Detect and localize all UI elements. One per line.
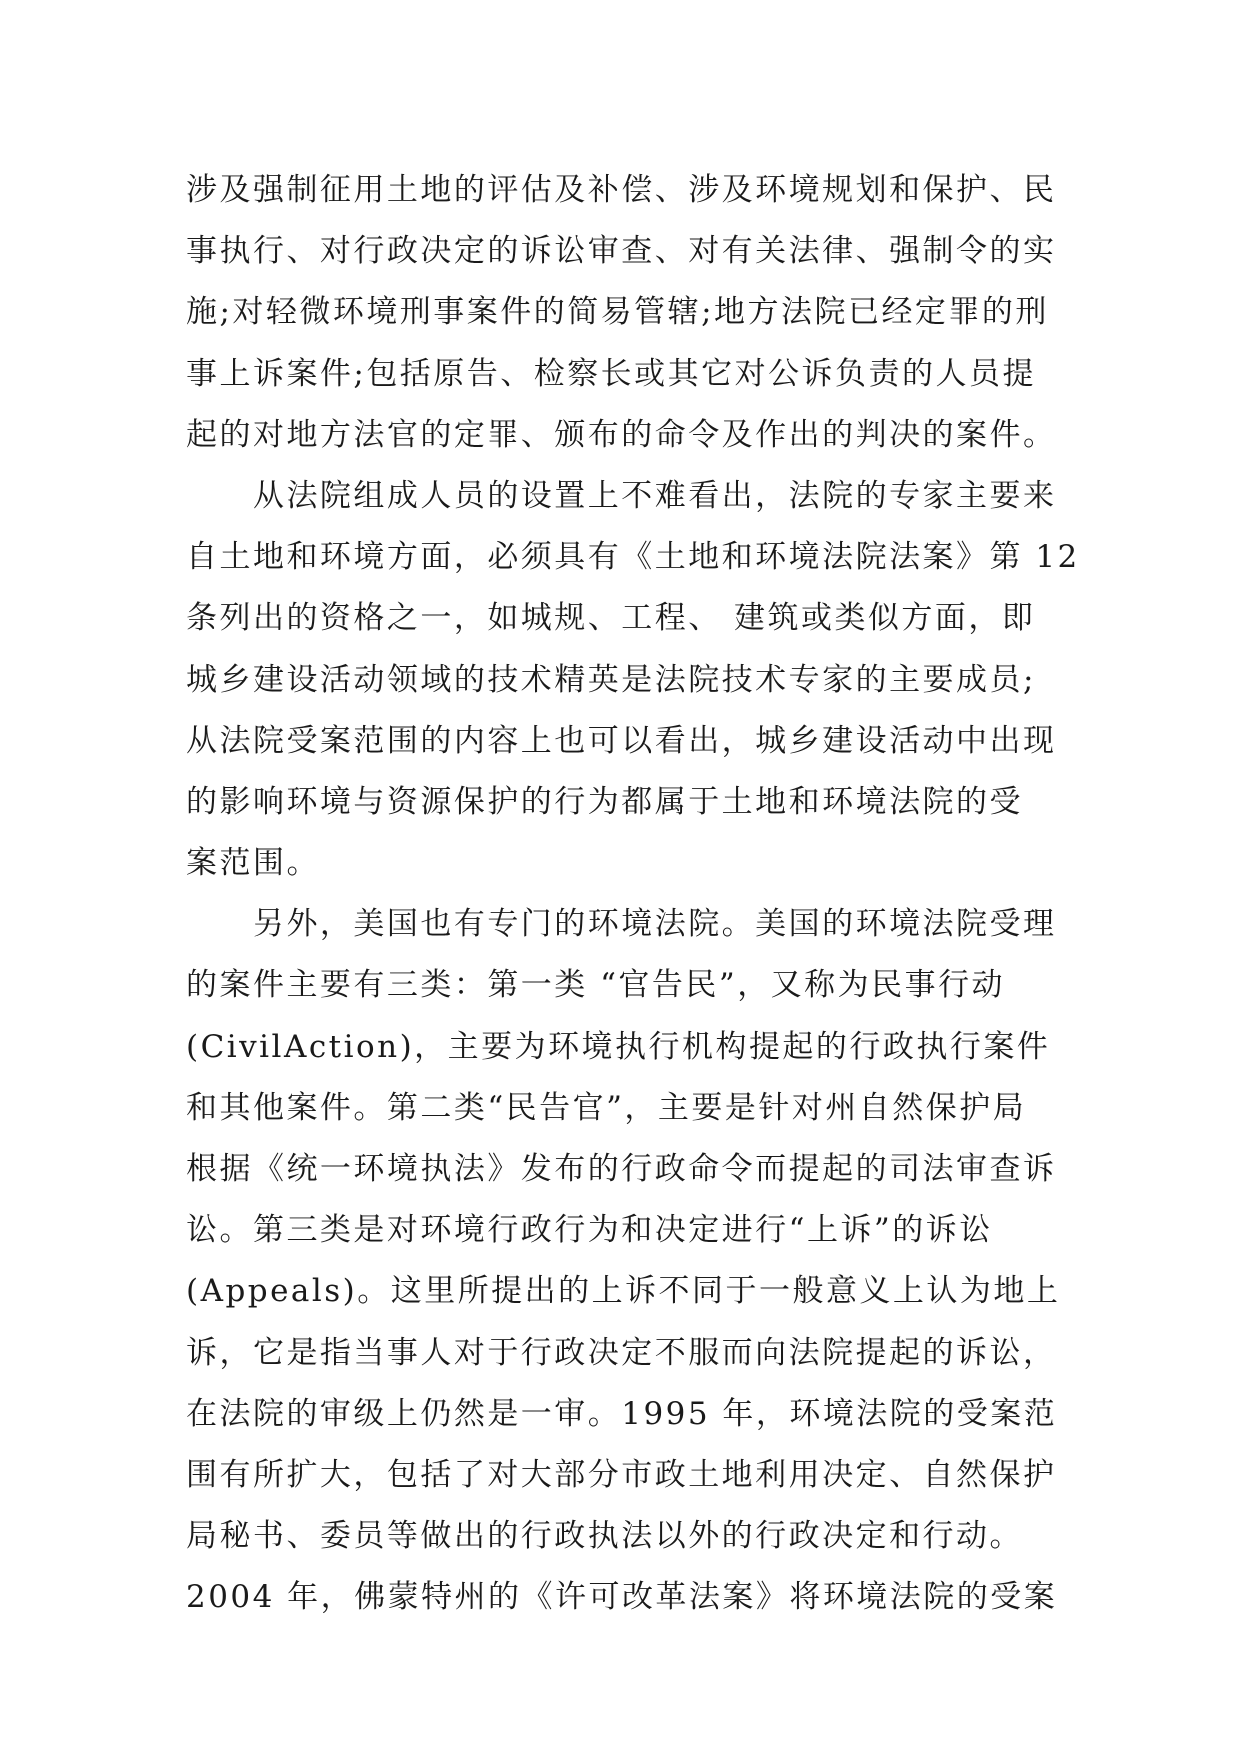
- text-line: 从法院受案范围的内容上也可以看出，城乡建设活动中出现: [186, 722, 1057, 759]
- text-line: 事执行、对行政决定的诉讼审查、对有关法律、强制令的实: [186, 233, 1057, 270]
- text-line: 城乡建设活动领域的技术精英是法院技术专家的主要成员;: [186, 661, 1036, 698]
- text-line: 的案件主要有三类：第一类 “官告民”，又称为民事行动: [186, 967, 1006, 1004]
- text-line: 围有所扩大，包括了对大部分市政土地利用决定、自然保护: [186, 1456, 1057, 1493]
- text-line: 和其他案件。第二类“民告官”，主要是针对州自然保护局: [186, 1089, 1027, 1126]
- text-line: 根据《统一环境执法》发布的行政命令而提起的司法审查诉: [186, 1151, 1057, 1187]
- text-line: (Appeals)。这里所提出的上诉不同于一般意义上认为地上: [186, 1273, 1061, 1310]
- text-line: 在法院的审级上仍然是一审。1995 年，环境法院的受案范: [186, 1395, 1058, 1432]
- paragraph-2: [186, 466, 1080, 894]
- body-text: [186, 160, 1080, 1629]
- text-line: 条列出的资格之一，如城规、工程、 建筑或类似方面，即: [186, 600, 1036, 637]
- text-line: 另外，美国也有专门的环境法院。美国的环境法院受理: [186, 906, 1057, 943]
- text-line: 起的对地方法官的定罪、颁布的命令及作出的判决的案件。: [186, 416, 1057, 453]
- text-line: (CivilAction)，主要为环境执行机构提起的行政执行案件: [186, 1028, 1051, 1065]
- text-line: 事上诉案件;包括原告、检察长或其它对公诉负责的人员提: [186, 355, 1036, 392]
- paragraph-3: [186, 894, 1061, 1628]
- text-line: 的影响环境与资源保护的行为都属于土地和环境法院的受: [186, 783, 1023, 820]
- text-line: 涉及强制征用土地的评估及补偿、涉及环境规划和保护、民: [186, 172, 1057, 208]
- text-line: 施;对轻微环境刑事案件的简易管辖;地方法院已经定罪的刑: [186, 294, 1049, 331]
- text-line: 讼。第三类是对环境行政行为和决定进行“上诉”的诉讼: [186, 1212, 993, 1249]
- text-line: 局秘书、委员等做出的行政执法以外的行政决定和行动。: [186, 1518, 1023, 1555]
- text-line: 从法院组成人员的设置上不难看出，法院的专家主要来: [186, 477, 1057, 514]
- text-line: 诉，它是指当事人对于行政决定不服而向法院提起的诉讼，: [186, 1334, 1057, 1371]
- text-line: 2004 年，佛蒙特州的《许可改革法案》将环境法院的受案: [186, 1579, 1058, 1616]
- paragraph-1: [186, 160, 1056, 466]
- text-line: 案范围。: [186, 845, 320, 882]
- text-line: 自土地和环境方面，必须具有《土地和环境法院法案》第 12: [186, 539, 1080, 576]
